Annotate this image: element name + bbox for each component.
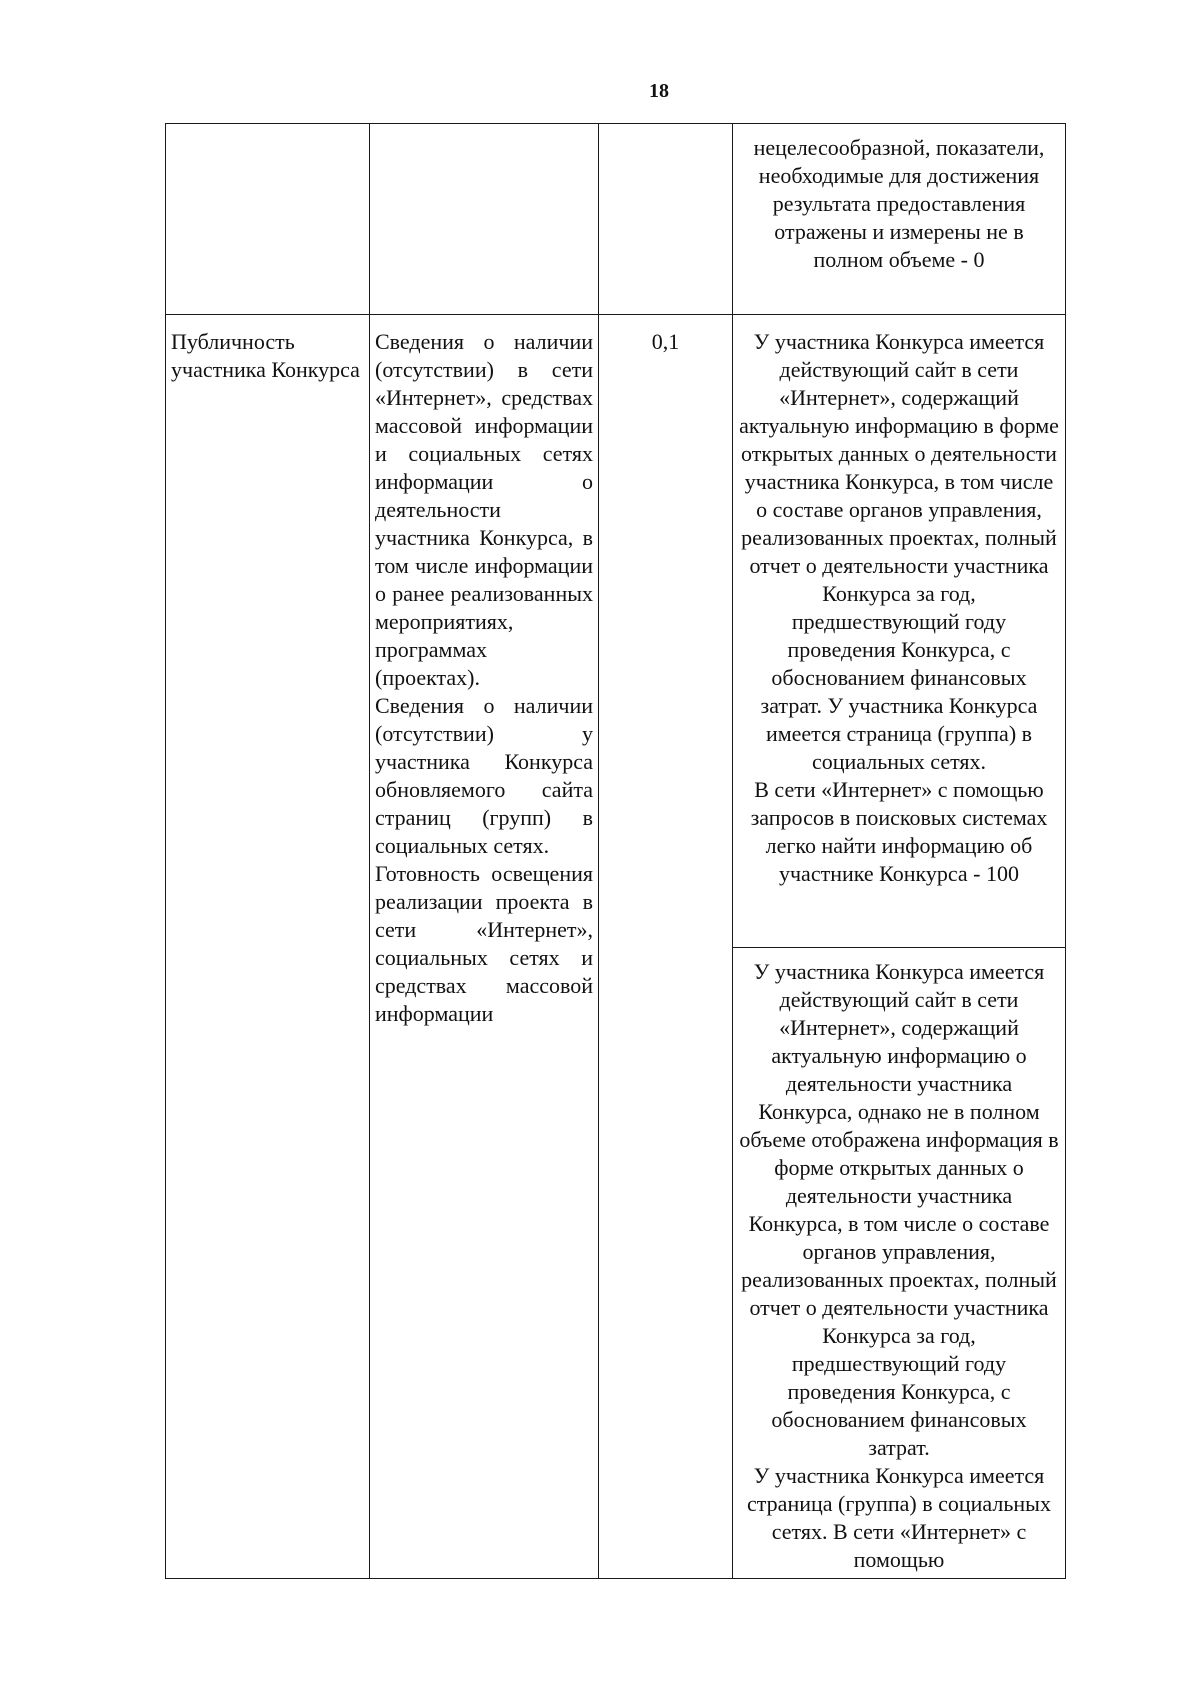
criterion-cell	[166, 315, 370, 1579]
description-text	[370, 124, 598, 138]
criterion-text: Публичность участника Конкурса	[171, 329, 360, 382]
score-cell	[733, 948, 1066, 1579]
description-cell	[370, 315, 599, 1579]
description-paragraph: Сведения о наличии (отсутствии) у участника Конкурса обновляемого сайта страниц (групп) в социальных сетях.	[375, 693, 593, 858]
weight-text: 0,1	[651, 329, 680, 354]
description-cell	[370, 124, 599, 315]
weight-cell	[599, 315, 733, 1579]
page-number: 18	[649, 80, 669, 102]
score-paragraph: У участника Конкурса имеется действующий сайт в сети «Интернет», содержащий актуальную информацию в форме открытых данных о деятельности участника Конкурса, в том числе о составе органов управления, реализованных проектах, полный отчет о деятельности участника Конкурса за год, предшествующий году проведения Конкурса, с обоснованием финансовых затрат. У участника Конкурса имеется страница (группа) в социальных сетях.	[739, 329, 1059, 774]
description-paragraph: Сведения о наличии (отсутствии) в сети «Интернет», средствах массовой информации и социальных сетях информации о деятельности участника Конкурса, в том числе информации о ранее реализованных мероприятиях, программах (проектах).	[375, 329, 593, 690]
weight-cell	[599, 124, 733, 315]
table-row	[166, 315, 1066, 948]
description-paragraph: Готовность освещения реализации проекта в сети «Интернет», социальных сетях и средствах массовой информации	[375, 861, 593, 1026]
score-option-text	[733, 315, 1065, 892]
score-option-text	[733, 948, 1065, 1578]
description-text	[370, 315, 598, 1032]
score-paragraph: У участника Конкурса имеется действующий сайт в сети «Интернет», содержащий актуальную информацию о деятельности участника Конкурса, однако не в полном объеме отображена информация в форме открытых данных о деятельности участника Конкурса, в том числе о составе органов управления, реализованных проектах, полный отчет о деятельности участника Конкурса за год, предшествующий году проведения Конкурса, с обоснованием финансовых затрат.	[739, 959, 1059, 1460]
score-cell	[733, 124, 1066, 315]
criterion-cell	[166, 124, 370, 315]
score-cell	[733, 315, 1066, 948]
score-text: нецелесообразной, показатели, необходимые для достижения результата предоставления отражены и измерены не в полном объеме - 0	[753, 135, 1045, 272]
weight-text	[599, 124, 732, 138]
evaluation-criteria-table	[165, 123, 1066, 1579]
score-paragraph: В сети «Интернет» с помощью запросов в поисковых системах легко найти информацию об участнике Конкурса - 100	[750, 777, 1048, 886]
criterion-text	[166, 124, 369, 138]
table-row	[166, 124, 1066, 315]
score-paragraph: У участника Конкурса имеется страница (группа) в социальных сетях. В сети «Интернет» с помощью	[747, 1463, 1051, 1572]
